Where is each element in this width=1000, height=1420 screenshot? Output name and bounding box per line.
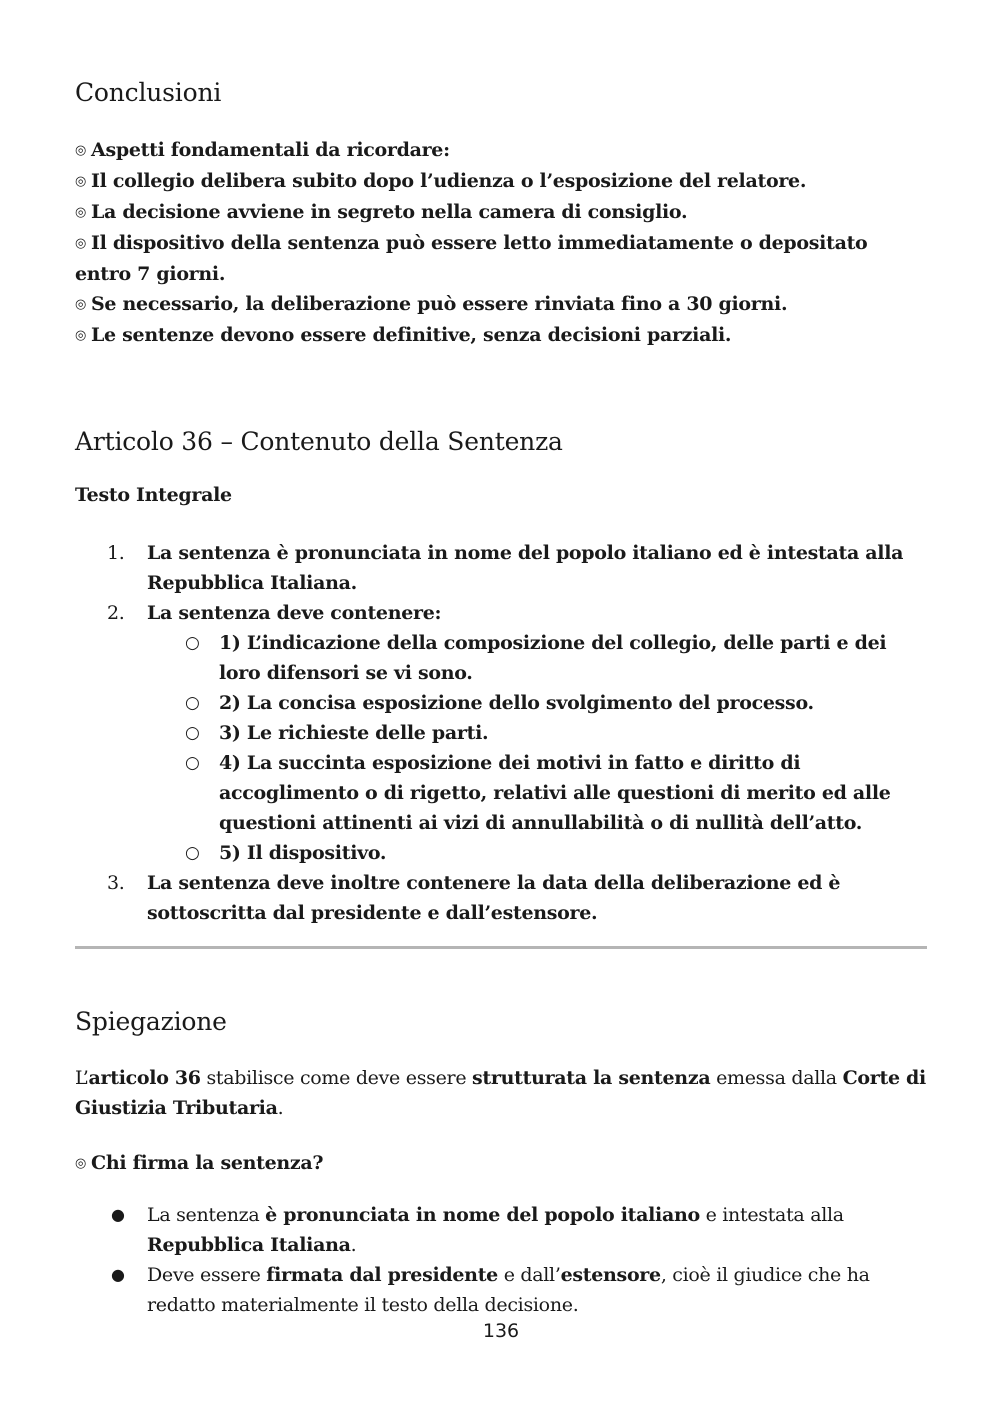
conclusions-heading: Conclusioni [75, 78, 222, 107]
article-list [75, 538, 927, 928]
article-item [75, 598, 927, 868]
article-sublist [147, 628, 927, 868]
bullseye-icon: ◎ [75, 328, 87, 343]
bullseye-icon: ◎ [75, 174, 87, 189]
item-number: 1. [107, 542, 125, 564]
article-item [75, 538, 927, 598]
bullseye-icon: ◎ [75, 205, 87, 220]
document-page [75, 0, 927, 1420]
section-divider [75, 946, 927, 949]
explanation-heading: Spiegazione [75, 1007, 227, 1036]
item-number: 3. [107, 872, 125, 894]
article-item [75, 868, 927, 928]
circle-bullet-icon: ○ [185, 843, 200, 863]
explanation-paragraph: L’articolo 36 stabilisce come deve essere strutturata la sentenza emessa dalla Corte di Giustizia Tributaria. [75, 1067, 926, 1119]
article-heading: Articolo 36 – Contenuto della Sentenza [75, 427, 563, 456]
dot-bullet-icon: ● [111, 1205, 125, 1224]
article-subitem: ○ 1) L’indicazione della composizione del collegio, delle parti e dei loro difensori se vi sono. [147, 628, 927, 688]
bullseye-icon: ◎ [75, 1156, 87, 1171]
item-number: 2. [107, 602, 125, 624]
item-text: La sentenza è pronunciata in nome del popolo italiano ed è intestata alla Repubblica Italiana. [147, 542, 904, 594]
explanation-bullet: ● La sentenza è pronunciata in nome del popolo italiano e intestata alla Repubblica Italiana. [75, 1200, 927, 1260]
circle-bullet-icon: ○ [185, 693, 200, 713]
conclusion-item: ◎ Il dispositivo della sentenza può essere letto immediatamente o depositato entro 7 giorni. [75, 228, 927, 289]
conclusion-item: ◎ Il collegio delibera subito dopo l’udienza o l’esposizione del relatore. [75, 166, 927, 197]
article-subitem: ○ 3) Le richieste delle parti. [147, 718, 927, 748]
conclusion-item: ◎ Le sentenze devono essere definitive, senza decisioni parziali. [75, 320, 927, 351]
bullseye-icon: ◎ [75, 236, 87, 251]
explanation-bullet: ● Deve essere firmata dal presidente e dall’estensore, cioè il giudice che ha redatto materialmente il testo della decisione. [75, 1260, 927, 1320]
conclusion-item: ◎ Se necessario, la deliberazione può essere rinviata fino a 30 giorni. [75, 289, 927, 320]
bullseye-icon: ◎ [75, 143, 87, 158]
conclusions-list [75, 135, 927, 351]
article-subitem: ○ 4) La succinta esposizione dei motivi in fatto e diritto di accoglimento o di rigetto, relativi alle questioni di merito ed alle questioni attinenti ai vizi di annullabilità o di nullità dell’atto. [147, 748, 927, 838]
dot-bullet-icon: ● [111, 1265, 125, 1284]
item-text: La sentenza deve inoltre contenere la data della deliberazione ed è sottoscritta dal presidente e dall’estensore. [147, 872, 841, 924]
article-subitem: ○ 5) Il dispositivo. [147, 838, 927, 868]
conclusion-item: ◎ La decisione avviene in segreto nella camera di consiglio. [75, 197, 927, 228]
item-text: La sentenza deve contenere: [147, 602, 442, 624]
circle-bullet-icon: ○ [185, 753, 200, 773]
conclusion-item: ◎ Aspetti fondamentali da ricordare: [75, 135, 927, 166]
full-text-label: Testo Integrale [75, 484, 232, 506]
article-subitem: ○ 2) La concisa esposizione dello svolgimento del processo. [147, 688, 927, 718]
page-number: 136 [482, 1320, 520, 1342]
circle-bullet-icon: ○ [185, 633, 200, 653]
bullseye-icon: ◎ [75, 297, 87, 312]
explanation-bullets [75, 1200, 927, 1320]
circle-bullet-icon: ○ [185, 723, 200, 743]
explanation-question: ◎ Chi firma la sentenza? [75, 1148, 323, 1179]
